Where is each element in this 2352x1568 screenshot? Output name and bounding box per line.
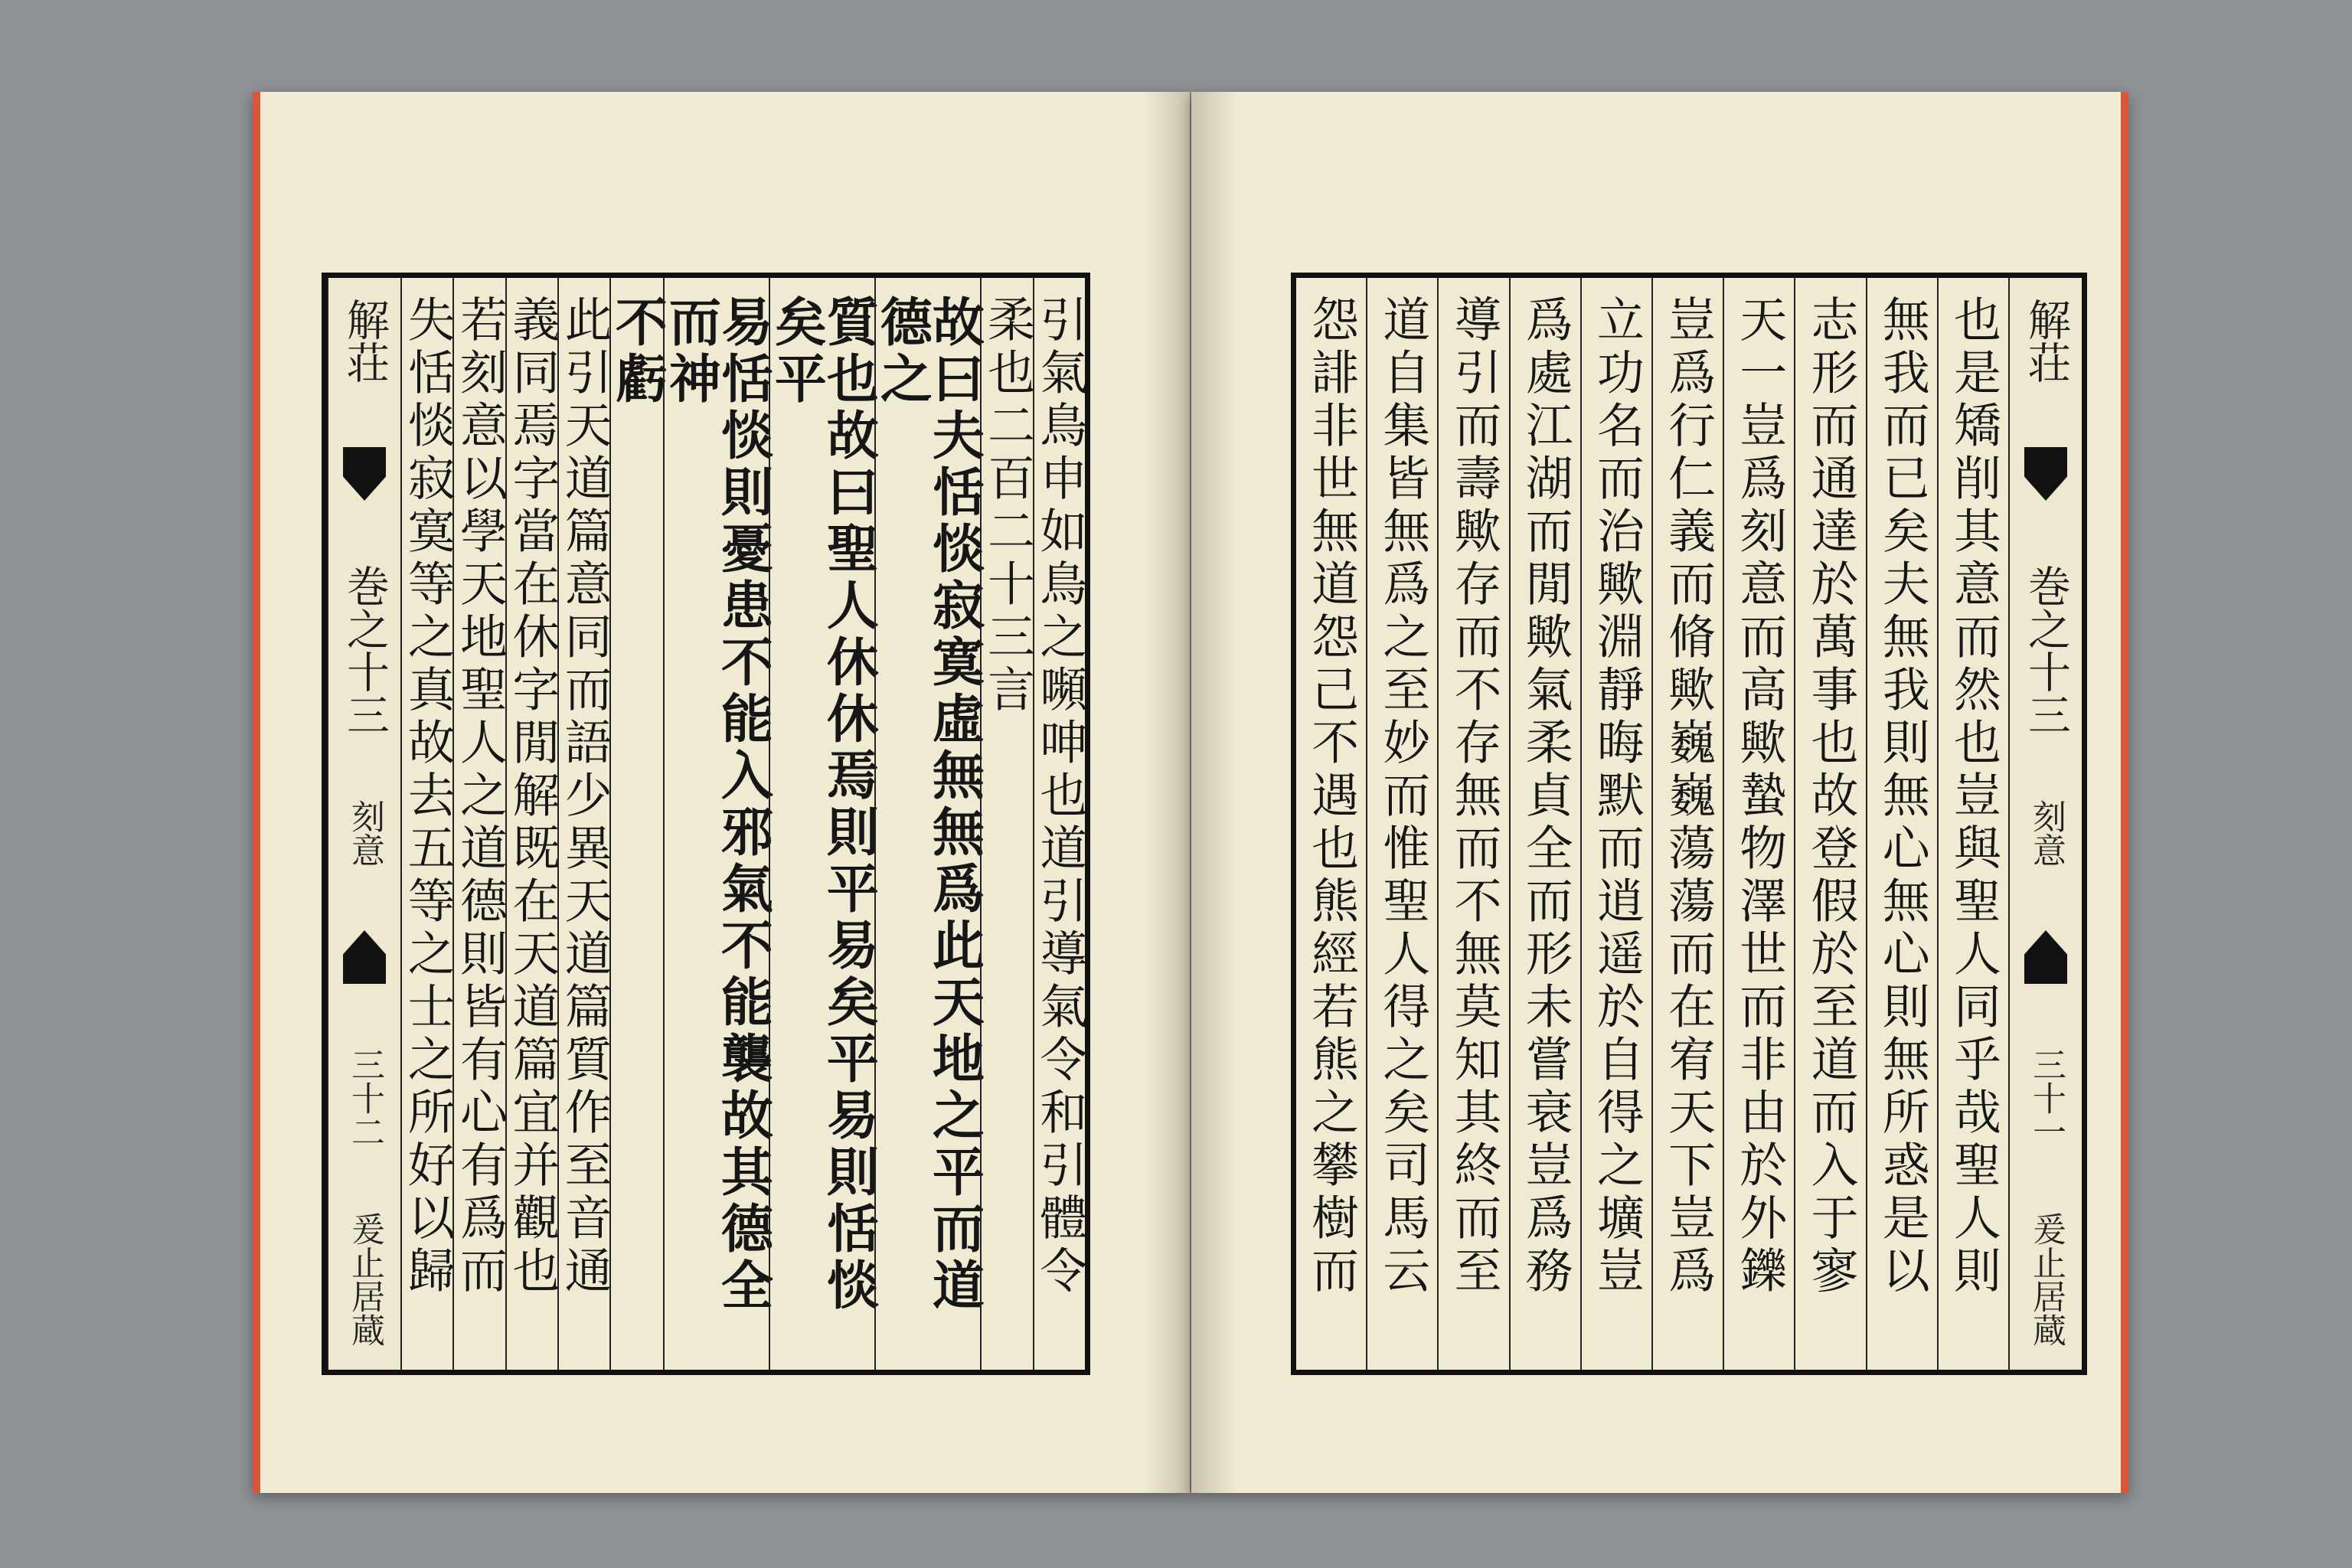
text-column: 質也故曰聖人休休焉則平易矣平易則恬惔矣平 — [769, 278, 874, 1370]
book-title: 解荘 — [2021, 298, 2071, 384]
text-column: 不虧 — [609, 278, 663, 1370]
fishtail-mark-icon — [343, 447, 386, 501]
left-text-frame — [322, 273, 1090, 1375]
text-column: 志形而通達於萬事也故登假於至道而入于寥 — [1794, 278, 1865, 1370]
text-column: 失恬惔寂寞等之真故去五等之士之所好以歸 — [400, 278, 452, 1370]
text-column: 易恬惔則憂患不能入邪氣不能襲故其德全而神 — [663, 278, 769, 1370]
book-title: 解荘 — [340, 298, 390, 384]
text-column: 道自集皆無爲之至妙而惟聖人得之矣司馬云 — [1366, 278, 1437, 1370]
right-page — [1191, 92, 2128, 1493]
text-column: 天一豈爲刻意而高歟蟄物澤世而非由於外鑠 — [1723, 278, 1794, 1370]
open-book — [253, 92, 2121, 1493]
text-column: 故曰夫恬惔寂寞虛無無爲此天地之平而道德之 — [874, 278, 980, 1370]
publisher-imprint: 爰止居蔵 — [345, 1212, 385, 1347]
folio-number: 三十二 — [345, 1047, 385, 1148]
text-column: 若刻意以學天地聖人之道德則皆有心有爲而 — [452, 278, 505, 1370]
text-column: 立功名而治歟淵靜晦默而逍遥於自得之壙豈 — [1580, 278, 1651, 1370]
text-column: 導引而壽歟存而不存無而不無莫知其終而至 — [1437, 278, 1508, 1370]
right-text-frame — [1291, 273, 2087, 1375]
text-column: 柔也二百二十三言 — [980, 278, 1032, 1370]
gutter-shadow — [1144, 92, 1190, 1493]
text-column: 怨誹非世無道怨己不遇也熊經若熊之攀樹而 — [1303, 295, 1360, 1298]
text-column: 引氣鳥申如鳥之嚬呻也道引導氣令和引體令 — [1033, 278, 1085, 1370]
text-column: 爲處江湖而閒歟氣柔貞全而形未嘗衰豈爲務 — [1509, 278, 1580, 1370]
left-page — [253, 92, 1190, 1493]
text-column: 無我而已矣夫無我則無心無心則無所惑是以 — [1866, 278, 1937, 1370]
fishtail-mark-icon — [2024, 930, 2067, 984]
section-label: 刻意 — [345, 799, 385, 867]
text-column: 此引天道篇意同而語少異天道篇質作至音通 — [557, 278, 609, 1370]
page-margin-strip — [2008, 278, 2082, 1370]
text-column: 豈爲行仁義而脩歟巍巍蕩蕩而在宥天下豈爲 — [1651, 278, 1723, 1370]
section-label: 刻意 — [2027, 799, 2066, 867]
page-margin-strip — [327, 278, 400, 1370]
gutter-shadow — [1191, 92, 1237, 1493]
volume-label: 巻之十三 — [340, 564, 390, 736]
publisher-imprint: 爰止居蔵 — [2027, 1212, 2066, 1347]
text-column: 義同焉字當在休字閒解既在天道篇宜并觀也 — [505, 278, 557, 1370]
fishtail-mark-icon — [2024, 447, 2067, 501]
fishtail-mark-icon — [343, 930, 386, 984]
text-column: 也是矯削其意而然也豈與聖人同乎哉聖人則 — [1937, 278, 2008, 1370]
folio-number: 三十一 — [2027, 1047, 2066, 1148]
volume-label: 巻之十三 — [2021, 564, 2071, 736]
